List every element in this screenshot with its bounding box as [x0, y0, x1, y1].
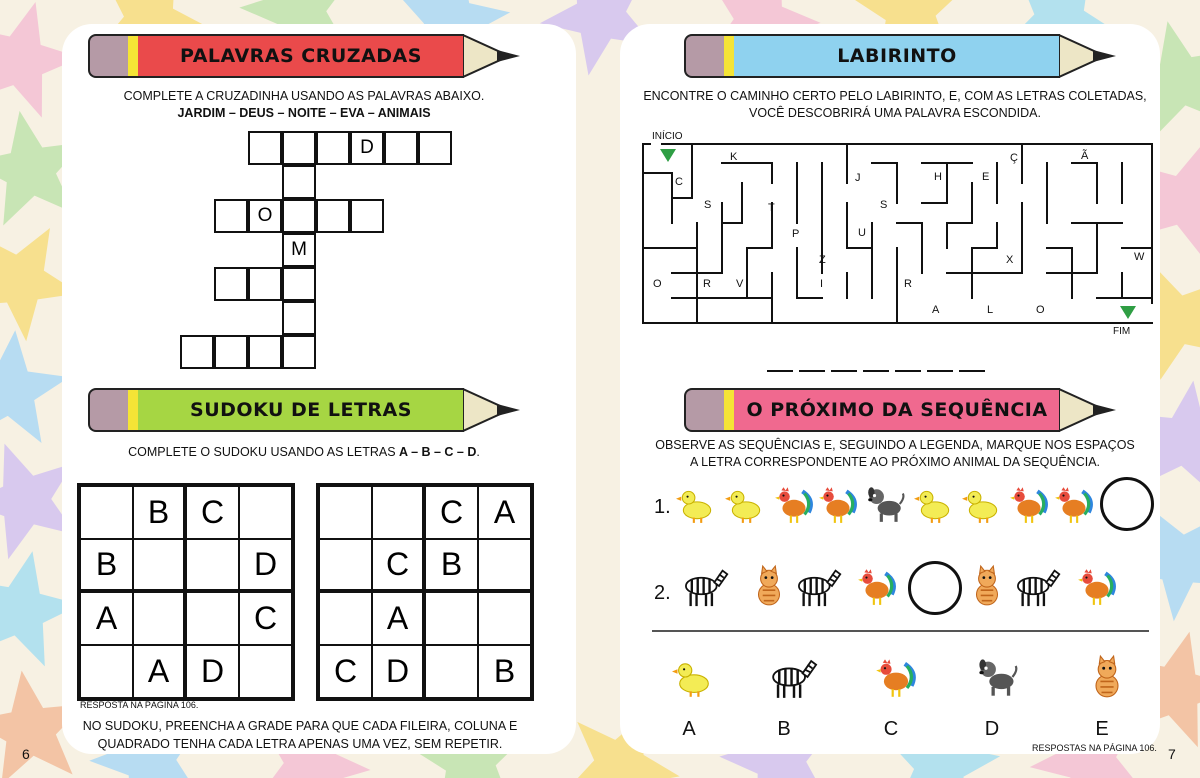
sudoku-2-cell[interactable] [478, 592, 531, 645]
crossword-cell[interactable] [214, 199, 248, 233]
zebra-icon [793, 560, 845, 612]
maze-title: LABIRINTO [837, 45, 957, 67]
page-number-left: 6 [22, 746, 30, 762]
maze-start-arrow-icon [660, 149, 676, 162]
sudoku-2-cell[interactable] [425, 645, 478, 698]
sudoku-grid-1 [77, 483, 295, 701]
crossword-instruction: COMPLETE A CRUZADINHA USANDO AS PALAVRAS ABAIXO. [123, 89, 485, 103]
crossword-cell[interactable] [248, 267, 282, 301]
maze-letter: K [730, 151, 738, 163]
duck-icon [676, 483, 718, 525]
maze-letter: H [934, 171, 942, 183]
crossword-cell[interactable] [282, 233, 316, 267]
maze-letter: U [858, 227, 866, 239]
maze-instruction-line2: VOCÊ DESCOBRIRÁ UMA PALAVRA ESCONDIDA. [749, 106, 1041, 120]
crossword-cell[interactable] [350, 131, 384, 165]
sudoku-letters: A – B – C – D [399, 445, 477, 459]
answer-blank[interactable] [831, 370, 857, 372]
legend-letter: D [984, 718, 1000, 740]
maze-start-label: INÍCIO [652, 131, 683, 142]
sequence-title: O PRÓXIMO DA SEQUÊNCIA [746, 399, 1048, 421]
maze-end-label: FIM [1113, 326, 1131, 337]
maze-letter: L [987, 304, 994, 316]
sudoku-1-cell[interactable] [239, 486, 292, 539]
crossword-cell[interactable] [248, 131, 282, 165]
crossword-cell[interactable] [282, 131, 316, 165]
maze-letter: C [675, 176, 683, 188]
sudoku-2-cell[interactable] [319, 539, 372, 592]
sudoku-title: SUDOKU DE LETRAS [190, 399, 412, 421]
cat-icon [1085, 650, 1129, 704]
sudoku-2-cell: A [372, 592, 425, 645]
legend-letter: A [682, 718, 696, 740]
sudoku-1-cell[interactable] [80, 645, 133, 698]
duck-icon [672, 650, 716, 704]
sudoku-2-cell: A [478, 486, 531, 539]
maze-instruction-line1: ENCONTRE O CAMINHO CERTO PELO LABIRINTO, E, COM AS LETRAS COLETADAS, [643, 89, 1147, 103]
sudoku-1-cell: A [80, 592, 133, 645]
crossword-cell[interactable] [180, 335, 214, 369]
sudoku-2-cell[interactable] [319, 592, 372, 645]
answer-blank[interactable] [927, 370, 953, 372]
crossword-cell[interactable] [418, 131, 452, 165]
answer-blank[interactable] [799, 370, 825, 372]
sudoku-2-cell: B [425, 539, 478, 592]
maze-letter: S [880, 199, 888, 211]
sudoku-1-cell: B [80, 539, 133, 592]
crossword-title-pencil [88, 34, 520, 78]
maze-letter: O [1036, 304, 1045, 316]
answer-blank[interactable] [767, 370, 793, 372]
maze-letter: I [820, 278, 824, 290]
sudoku-2-cell[interactable] [425, 592, 478, 645]
sudoku-1-cell: A [133, 645, 186, 698]
crossword-cell[interactable] [316, 131, 350, 165]
answer-circle-2[interactable] [908, 561, 962, 615]
crossword-title: PALAVRAS CRUZADAS [180, 45, 422, 67]
crossword-cell[interactable] [316, 199, 350, 233]
maze-letter: W [1134, 251, 1145, 263]
sudoku-1-cell[interactable] [186, 539, 239, 592]
rooster-icon [856, 560, 898, 612]
sudoku-grid-2 [316, 483, 534, 701]
crossword-cell[interactable] [214, 335, 248, 369]
crossword-cell[interactable] [248, 199, 282, 233]
sudoku-1-cell: C [239, 592, 292, 645]
sudoku-2-cell: B [478, 645, 531, 698]
maze-letter: R [703, 278, 711, 290]
sudoku-period: . [476, 445, 480, 459]
sudoku-1-cell[interactable] [186, 592, 239, 645]
sudoku-answer-note: RESPOSTA NA PÁGINA 106. [80, 700, 199, 710]
sudoku-1-cell: D [186, 645, 239, 698]
sudoku-2-cell: C [372, 539, 425, 592]
rooster-icon [874, 650, 918, 704]
rooster-icon [817, 483, 859, 525]
sudoku-instruction [88, 444, 520, 461]
legend-letter: B [777, 718, 791, 740]
sequence-instruction-line1: OBSERVE AS SEQUÊNCIAS E, SEGUINDO A LEGENDA, MARQUE NOS ESPAÇOS [655, 438, 1135, 452]
rooster-icon [1053, 483, 1095, 525]
maze-letter: J [855, 172, 861, 184]
sudoku-title-pencil [88, 388, 520, 432]
maze-letter: R [904, 278, 912, 290]
cat-icon [966, 560, 1008, 612]
sequence-answer-note: RESPOSTAS NA PÁGINA 106. [1032, 743, 1157, 753]
maze-letter: E [982, 171, 990, 183]
zebra-icon [767, 650, 821, 704]
maze-letter: A [932, 304, 940, 316]
crossword-cell[interactable] [282, 199, 316, 233]
sudoku-1-cell: B [133, 486, 186, 539]
dog-icon [864, 483, 906, 525]
maze-letter: Z [819, 254, 826, 266]
sudoku-1-cell[interactable] [133, 539, 186, 592]
crossword-cell[interactable] [214, 267, 248, 301]
duck-icon [962, 483, 1004, 525]
sudoku-1-cell: C [186, 486, 239, 539]
maze-letter: O [653, 278, 662, 290]
crossword-letter: M [291, 239, 307, 260]
zebra-icon [1012, 560, 1064, 612]
crossword-cell[interactable] [282, 301, 316, 335]
maze-letter: P [792, 228, 800, 240]
crossword-cell[interactable] [350, 199, 384, 233]
crossword-cell[interactable] [248, 335, 282, 369]
sudoku-2-cell[interactable] [319, 486, 372, 539]
sudoku-2-cell: C [425, 486, 478, 539]
rooster-icon [1076, 560, 1118, 612]
maze-letter: V [736, 278, 744, 290]
maze-letter: X [1006, 254, 1014, 266]
rooster-icon [1008, 483, 1050, 525]
sudoku-rule-line1: NO SUDOKU, PREENCHA A GRADE PARA QUE CADA FILEIRA, COLUNA E [82, 719, 518, 733]
sudoku-2-cell: C [319, 645, 372, 698]
page-number-right: 7 [1168, 746, 1176, 762]
sudoku-instruction-text: COMPLETE O SUDOKU USANDO AS LETRAS [128, 445, 396, 459]
answer-blank[interactable] [959, 370, 985, 372]
maze-title-pencil [684, 34, 1116, 78]
duck-icon [725, 483, 767, 525]
crossword-cell[interactable] [282, 165, 316, 199]
crossword-cell[interactable] [282, 267, 316, 301]
answer-blank[interactable] [863, 370, 889, 372]
legend-letter: E [1095, 718, 1109, 740]
sudoku-1-cell[interactable] [239, 645, 292, 698]
sequence-row1-label: 1. [654, 496, 671, 518]
answer-circle-1[interactable] [1100, 477, 1154, 531]
dog-icon [975, 650, 1019, 704]
sudoku-1-cell[interactable] [80, 486, 133, 539]
crossword-words: JARDIM – DEUS – NOITE – EVA – ANIMAIS [177, 106, 431, 120]
sudoku-1-cell[interactable] [133, 592, 186, 645]
cat-icon [748, 560, 790, 612]
sequence-instruction-line2: A LETRA CORRESPONDENTE AO PRÓXIMO ANIMAL DA SEQUÊNCIA. [689, 455, 1101, 469]
answer-blank[interactable] [895, 370, 921, 372]
sudoku-1-cell: D [239, 539, 292, 592]
crossword-letter: O [257, 205, 273, 226]
sudoku-2-cell: D [372, 645, 425, 698]
sudoku-2-cell[interactable] [478, 539, 531, 592]
sequence-row2-label: 2. [654, 582, 671, 604]
rooster-icon [773, 483, 815, 525]
maze-letter: Ã [1081, 150, 1089, 162]
sequence-title-pencil [684, 388, 1116, 432]
sequence-divider [652, 630, 1149, 632]
maze-letter: T [768, 202, 775, 214]
crossword-cell[interactable] [384, 131, 418, 165]
maze[interactable] [642, 143, 1154, 325]
duck-icon [914, 483, 956, 525]
sudoku-2-cell[interactable] [372, 486, 425, 539]
maze-letter: S [704, 199, 712, 211]
crossword-cell[interactable] [282, 335, 316, 369]
legend-letter: C [883, 718, 899, 740]
crossword-letter: D [360, 137, 374, 158]
maze-end-arrow-icon [1120, 306, 1136, 319]
maze-letter: Ç [1010, 152, 1018, 164]
sudoku-rule-line2: QUADRADO TENHA CADA LETRA APENAS UMA VEZ, SEM REPETIR. [97, 737, 503, 751]
zebra-icon [680, 560, 732, 612]
